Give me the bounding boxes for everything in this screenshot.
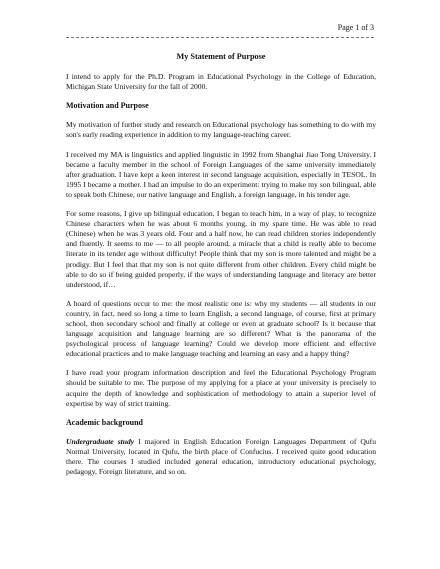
undergraduate-text: I majored in English Education Foreign Languages Department of Qufu Normal University, located in Qufu, the birth place of Confucius. I received quite good education there. The courses I studied included general education, introductory educational psychology, pedagogy, Foreign literature, and so on. (66, 436, 376, 477)
page-number: Page 1 of 3 (337, 23, 374, 32)
paragraph-program-fit: I have read your program information description and feel the Educational Psychology Program should be suitable to me. The purpose of my applying for a place at your university is precisely to acquire the depth of knowledge and sophistication of methodology to attain a superior level of expertise by way of strict training. (66, 368, 376, 408)
paragraph-undergraduate (66, 437, 376, 477)
paragraph-son-reading: For some reasons, I give up bilingual education. I began to teach him, in a way of play, to recognize Chinese characters when he was about 6 months young, in my spare time. He was able to read (Chinese) when he was 3 years old. Four and a half now, he can read children stories independently and fluently. It seems to me — to all people around, a miracle that a child is really able to become literate in its tender age without difficulty! People think that my son is more talented and might be a prodigy. But I feel that that my son is not quite different from other children. Every child might be able to do so if being guided properly, if the ways of understanding language and literacy are better understood, if… (66, 209, 376, 289)
paragraph-questions: A hoard of questions occur to me: the most realistic one is: why my students — all students in our country, in fact, need so long a time to learn English, a second language, of course, first at primary school, then secondary school and finally at college or even at graduate school? Is it because that language acquisition and language learning are so different? What is the panorama of the psychological process of language learning? Could we develop more efficient and effective educational practices and to make language teaching and learning an easy and a happy thing? (66, 298, 376, 359)
section-heading-motivation: Motivation and Purpose (66, 101, 149, 111)
undergraduate-lead: Undergraduate study (66, 436, 135, 446)
paragraph-motivation: My motivation of further study and research on Educational psychology has something to do with my son's early reading experience in addition to my language-teaching career. (66, 120, 376, 140)
document-title: My Statement of Purpose (176, 52, 266, 61)
header-divider (66, 37, 374, 38)
intro-paragraph: I intend to apply for the Ph.D. Program in Educational Psychology in the College of Education, Michigan State University for the fall of 2000. (66, 72, 376, 92)
document-body (66, 52, 376, 486)
section-heading-academic: Academic background (66, 417, 143, 427)
paragraph-background-ma: I received my MA is linguistics and applied linguistic in 1992 from Shanghai Jiao Tong University. I became a faculty member in the school of Foreign Languages of the same university immediately after graduation. I have kept a keen interest in second language acquisition, especially in TESOL. In 1995 I became a mother. I had an impulse to do an experiment: trying to make my son bilingual, able to speak both Chinese, our native language and English, a foreign language, in his tender age. (66, 149, 376, 199)
